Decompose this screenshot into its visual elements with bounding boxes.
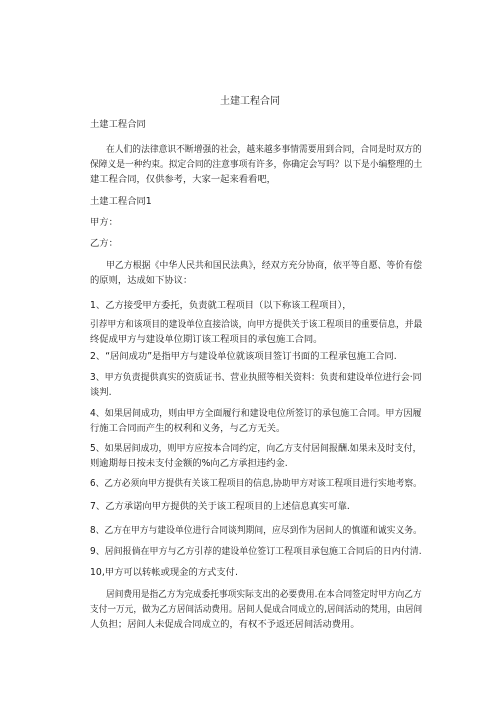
party-b-label: 乙方： xyxy=(90,238,118,249)
preamble-paragraph xyxy=(106,258,436,273)
clause-2-text: 2、“居间成功”是指甲方与建设单位就该项目签订书面的工程承包施工合同. xyxy=(90,351,397,362)
clause-1 xyxy=(90,298,420,313)
party-a-label: 甲方： xyxy=(90,217,118,228)
preamble-line: 甲乙方根据《中华人民共和国民法典》，经双方充分协商，依平等自愿、等价有偿 xyxy=(106,260,423,271)
intro-line: 建工程合同，仅供参考，大家一起来看看吧， xyxy=(90,174,276,185)
contract-heading xyxy=(90,194,420,209)
clause-8 xyxy=(90,523,420,538)
preamble-paragraph-cont xyxy=(90,273,420,288)
clause-2 xyxy=(90,349,420,364)
clause-1-line: 1、乙方接受甲方委托，负责就工程项目（以下称该工程项目）， xyxy=(90,300,352,311)
intro-paragraph-cont xyxy=(90,157,423,187)
clause-10 xyxy=(90,565,420,580)
document-title: 土建工程合同 xyxy=(220,96,280,107)
clause-6-text: 6、乙方必须向甲方提供有关该工程项目的信息,协助甲方对该工程项目进行实地考察。 xyxy=(90,478,422,489)
clause-4-line: 行施工合同而产生的权利和义务，与乙方无关。 xyxy=(90,423,286,434)
clause-3 xyxy=(90,370,420,400)
clause-3-line: 3、甲方负责提供真实的资质证书、营业执照等相关资料：负责和建设单位进行会·同 xyxy=(90,372,422,383)
clause-7-text: 7、乙方承诺向甲方提供的关于该工程项目的上述信息真实可靠. xyxy=(90,501,350,512)
clause-4 xyxy=(90,406,420,436)
clause-5 xyxy=(90,441,420,471)
fee-line: 支付一万元，做为乙方居间活动费用。居间人促成合同成立的,居间活动的梵用，由居间 xyxy=(90,604,423,615)
clause-8-text: 8、乙方在甲方与建设单位进行合同谈判期间，应尽到作为居间人的慎谨和诚实义务。 xyxy=(90,525,422,536)
contract-heading-text: 土建工程合同1 xyxy=(90,196,152,207)
clause-6 xyxy=(90,476,420,491)
preamble-line: 的原则，达成如下协议： xyxy=(90,275,193,286)
party-b xyxy=(90,236,420,251)
fee-paragraph-cont xyxy=(90,602,423,632)
intro-paragraph xyxy=(106,142,436,157)
subtitle-text: 土建工程合同 xyxy=(90,119,146,130)
party-a xyxy=(90,215,420,230)
clause-5-line: 5、如果居间成功，则甲方应按本合同约定，向乙方支付居间报酬.如果未及时支付， xyxy=(90,443,422,454)
clause-5-line: 则逾期每日按未支付金额的%向乙方承担违约金. xyxy=(90,458,288,469)
clause-1-cont xyxy=(90,317,423,347)
fee-line: 居间费用是指乙方为完成委托事项实际支出的必要费用.在本合同签定时甲方向乙方 xyxy=(106,589,422,600)
clause-1-line: 终促成甲方与建设单位期订该工程项目的承包施工合同。 xyxy=(90,334,323,345)
clause-10-text: 10,甲方可以转帐或现金的方式支付. xyxy=(90,567,238,578)
clause-1-line: 引荐甲方和该项目的建设单位直接洽谈，向甲方提供关于该工程项目的重要信息，并最 xyxy=(90,319,423,330)
document-subtitle xyxy=(90,117,420,132)
intro-line: 在人们的法律意识不断增强的社会，越来越多事情需要用到合同，合同是时双方的 xyxy=(106,144,422,155)
fee-line: 人负担；居间人未促成合同成立的，有权不予返还居间活动费用。 xyxy=(90,619,360,630)
clause-3-line: 谈判. xyxy=(90,387,112,398)
fee-paragraph xyxy=(106,587,436,602)
clause-7 xyxy=(90,499,420,514)
clause-9 xyxy=(90,544,420,559)
clause-4-line: 4、如果居间成功，则由甲方全面履行和建设电位所签订的承包施工合同。甲方因履 xyxy=(90,408,422,419)
intro-line: 保障义是一种约束。拟定合同的注意事项有许多，你确定会写吗？以下是小编整理的土 xyxy=(90,159,423,170)
clause-9-text: 9、居间报倘在甲方与乙方引荐的建设单位签订工程项目承包施工合同后的日内付清. xyxy=(90,546,422,557)
